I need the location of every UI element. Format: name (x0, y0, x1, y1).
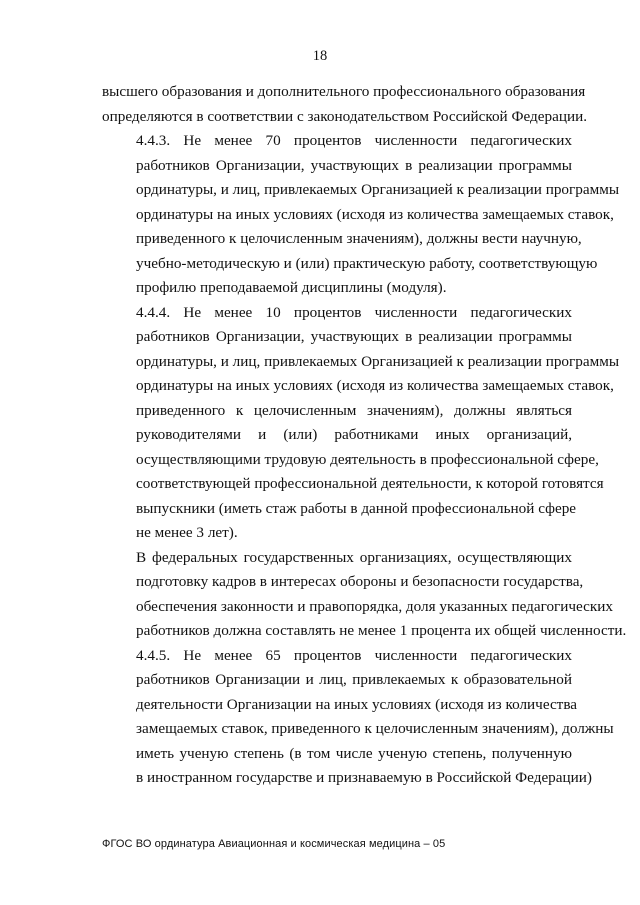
document-body (102, 80, 627, 791)
text-line: В федеральных государственных организациях, осуществляющих (136, 548, 572, 566)
text-line: подготовку кадров в интересах обороны и безопасности государства, (136, 573, 584, 590)
paragraph (102, 80, 588, 129)
paragraph (102, 301, 620, 546)
text-line: ординатуры, и лиц, привлекаемых Организацией к реализации программы (136, 352, 620, 370)
text-line: 4.4.4. Не менее 10 процентов численности педагогических (136, 303, 572, 321)
text-line: 4.4.3. Не менее 70 процентов численности педагогических (136, 132, 572, 149)
text-line: ординатуры на иных условиях (исходя из количества замещаемых ставок, (136, 205, 614, 223)
page-number: 18 (312, 48, 328, 64)
document-footer: ФГОС ВО ординатура Авиационная и космическая медицина – 05 (102, 838, 446, 850)
text-line: высшего образования и дополнительного профессионального образования (102, 83, 586, 100)
text-line: приведенного к целочисленным значениям), должны вести научную, (136, 230, 582, 247)
text-line: работников Организации, участвующих в реализации программы (136, 328, 572, 345)
text-line: ординатуры, и лиц, привлекаемых Организацией к реализации программы (136, 181, 620, 198)
text-line: 4.4.5. Не менее 65 процентов численности педагогических (136, 646, 572, 664)
paragraph (102, 546, 627, 644)
text-line: профилю преподаваемой дисциплины (модуля). (136, 279, 447, 296)
text-line: работников Организации и лиц, привлекаемых к образовательной (136, 671, 572, 688)
text-line: соответствующей профессиональной деятельности, к которой готовятся (136, 475, 604, 492)
text-line: не менее 3 лет). (136, 524, 238, 541)
text-line: замещаемых ставок, приведенного к целочисленным значениям), должны (136, 720, 614, 737)
paragraph (102, 129, 620, 301)
text-line: руководителями и (или) работниками иных организаций, (136, 426, 572, 443)
text-line: деятельности Организации на иных условиях (исходя из количества (136, 695, 578, 713)
text-line: учебно-методическую и (или) практическую работу, соответствующую (136, 254, 598, 272)
text-line: осуществляющими трудовую деятельность в профессиональной сфере, (136, 450, 599, 468)
paragraph (102, 644, 614, 791)
text-line: в иностранном государстве и признаваемую в Российской Федерации) (136, 769, 592, 786)
text-line: выпускники (иметь стаж работы в данной профессиональной сфере (136, 499, 577, 517)
text-line: определяются в соответствии с законодательством Российской Федерации. (102, 107, 588, 125)
text-line: ординатуры на иных условиях (исходя из количества замещаемых ставок, (136, 377, 614, 394)
text-line: работников Организации, участвующих в реализации программы (136, 156, 572, 174)
text-line: обеспечения законности и правопорядка, доля указанных педагогических (136, 597, 614, 615)
text-line: приведенного к целочисленным значениям), должны являться (136, 401, 572, 419)
text-line: работников должна составлять не менее 1 процента их общей численности. (136, 622, 627, 639)
text-line: иметь ученую степень (в том числе ученую степень, полученную (136, 744, 572, 762)
